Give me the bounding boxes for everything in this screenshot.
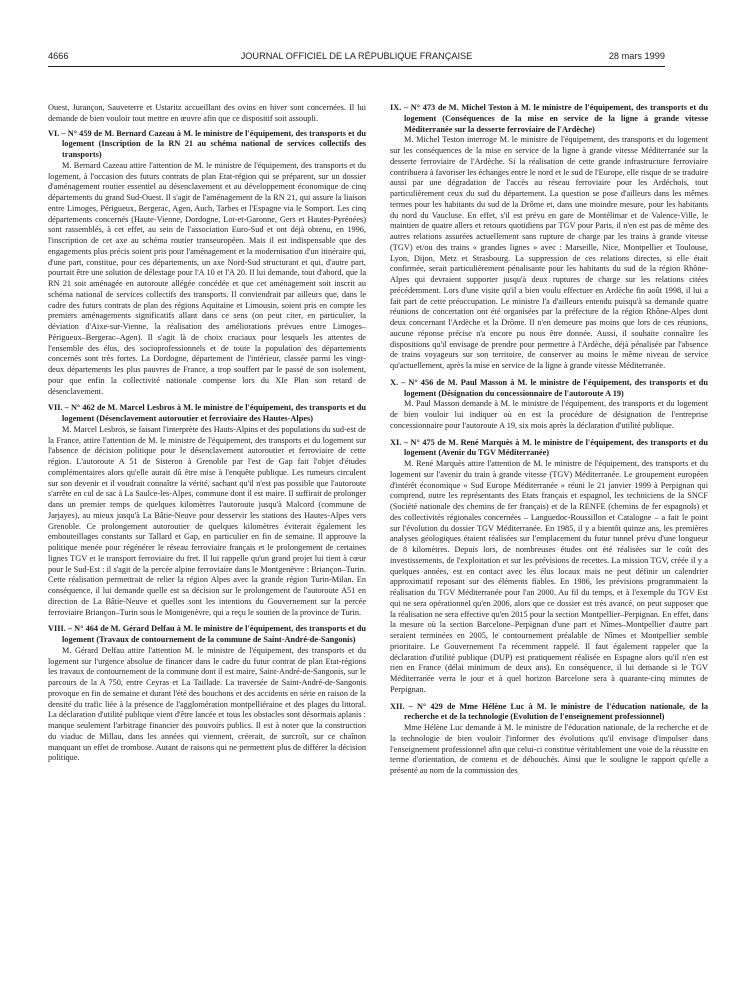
question-ix	[390, 103, 708, 372]
question-xi	[390, 438, 708, 696]
question-heading: IX. – N° 473 de M. Michel Teston à M. le ministre de l'équipement, des transports et du logement (Conséquences de la mise en service de la ligne à grande vitesse Méditerranée sur la desserte ferroviaire de l'Ardèche)	[390, 103, 708, 134]
question-heading: VII. – N° 462 de M. Marcel Lesbros à M. le ministre de l'équipement, des transports et du logement (Désenclavement autoroutier et ferroviaire des Hautes-Alpes)	[48, 403, 366, 423]
journal-title: JOURNAL OFFICIEL DE LA RÉPUBLIQUE FRANÇAISE	[240, 51, 473, 61]
page-header	[48, 51, 665, 65]
intro-paragraph: Ouest, Jurançon, Sauveterre et Ustaritz accueillant des ovins en hiver sont concernées. Il lui demande de bien vouloir tout mettre en œuvre afin que ce dispositif soit assoupli.	[48, 103, 366, 123]
page-number: 4666	[48, 51, 69, 61]
question-heading: XII. – N° 429 de Mme Hélène Luc à M. le ministre de l'éducation nationale, de la recherche et de la technologie (Evolution de l'enseignement professionnel)	[390, 701, 708, 722]
question-heading: VIII. – N° 464 de M. Gérard Delfau à M. le ministre de l'équipement, des transports et du logement (Travaux de contournement de la commune de Saint-André-de-Sangonis)	[48, 624, 366, 644]
question-body: M. Marcel Lesbros, se faisant l'interprète des Hauts-Alpins et des populations du sud-est de la France, attire l'attention de M. le ministre de l'équipement, des transports et du logement sur l'absence de décision politique pour le désenclavement autoroutier et ferroviaire de cette région. L'autoroute A 51 de Sisteron à Grenoble par l'est de Gap fait l'objet d'études complémentaires alors qu'elle aurait dû être mise à l'enquête publique. Les rumeurs circulent sur son devenir et il voudrait connaître la vérité, sachant qu'il n'est pas possible que l'autoroute s'arrête en cul de sac à La Saulce-les-Alpes, commune dont il est maire. Il suffirait de prolonger dans un premier temps de quelques kilomètres l'autoroute jusqu'à Malcord (commune de Jarjayes), au mieux jusqu'à La Bâtie-Neuve pour desservir les stations des Hautes-Alpes vers Grenoble. Ce prolongement autoroutier de quelques kilomètres éviterait également les embouteillages constants sur Tallard et Gap, en particulier en fin de semaine. Il approuve la politique menée pour régénérer le réseau ferroviaire français et le prolongement de certaines lignes TGV et le transport ferroviaire du fret. Il lui rappelle qu'un grand projet lui tient à cœur pour le Sud-Est : il s'agit de la percée alpine ferroviaire dans le Montgenèvre : Briançon–Turin. Cette réalisation permettrait de relier la région Alpes avec la grande région Turin-Milan. En conséquence, il lui demande quelle est sa décision sur le prolongement de l'autoroute A51 en direction de La Bâtie-Neuve et quelles sont les intentions du Gouvernement sur la percée ferroviaire Briançon–Turin sous le Montgenèvre, qui a reçu le soutien de la province de Turin.	[48, 424, 366, 617]
question-vi	[48, 129, 366, 398]
right-column	[390, 103, 708, 779]
question-heading: VI. – N° 459 de M. Bernard Cazeau à M. le ministre de l'équipement, des transports et du logement (Inscription de la RN 21 au schéma national de services collectifs des transports)	[48, 128, 366, 159]
issue-date: 28 mars 1999	[608, 51, 665, 61]
question-body: M. Michel Teston interroge M. le ministre de l'équipement, des transports et du logement sur les conséquences de la mise en service de la ligne à grande vitesse Méditerranée sur la desserte ferroviaire de l'Ardèche. Si la réalisation de cette grande infrastructure ferroviaire contribuera à favoriser les échanges entre le nord et le sud de l'Europe, elle risque de se traduire aussi par une dégradation de l'accès au réseau ferroviaire pour les Ardéchois, tout particulièrement ceux du sud du département. La question se pose d'ailleurs dans les mêmes termes pour les habitants du sud de la Drôme et, dans une moindre mesure, pour les habitants du nord du Vaucluse. En effet, s'il est prévu en gare de Montélimar et de Valence-Ville, le maintien de quatre allers et retours quotidiens par TGV pour Paris, il n'en est pas de même des autres relations assurées actuellement sans rupture de charge par les trains à grande vitesse (TGV) et/ou des trains « grandes lignes » avec : Marseille, Nice, Montpellier et Toulouse, Lyon, Dijon, Metz et Strasbourg. La suppression de ces relations directes, si elle était confirmée, serait particulièrement pénalisante pour les habitants du sud de la région Rhône-Alpes qui devraient supporter jusqu'à deux ruptures de charge sur les relations citées précédemment. Lors d'une visite qu'il a bien voulu effectuer en Ardèche fin août 1998, il lui a fait part de cette préoccupation. Le ministre l'a d'ailleurs entendu puisqu'à sa demande quatre réunions de concertation ont été organisées par la préfecture de la région Rhône-Alpes dont deux concernant l'Ardèche et la Drôme. Il n'en demeure pas moins que lors de ces réunions, aucune réponse précise n'a encore pu nous être donnée. Aussi, il souhaite connaître les dispositions qu'il envisage de prendre pour permettre à l'Ardèche, déjà pénalisée par l'absence de trains voyageurs sur son territoire, de conserver au moins le même niveau de service qu'actuellement, après la mise en service de la ligne à grande vitesse Méditerranée.	[390, 135, 708, 370]
question-body: M. Gérard Delfau attire l'attention M. le ministre de l'équipement, des transports et du logement sur l'urgence absolue de financer dans le cadre du futur contrat de plan Etat-régions les travaux de contournement de la commune dont il est maire, Saint-André-de-Sangonis, sur le parcours de la A 750, entre Ceyras et La Taillade. La traversée de Saint-André-de-Sangonis provoque en fin de semaine et durant l'été des bouchons et des accidents en série en raison de la densité du trafic liée à la présence de l'agglomération montpelliéraine et des plages du littoral. La déclaration d'utilité publique vient d'être lancée et tous les obstacles sont désormais aplanis : manque seulement l'arbitrage financier des pouvoirs publics. Il est à noter que la construction du viaduc de Millau, dans les années qui viennent, créerait, de surcroît, sur ce chaînon manquant un effet de trombose. Autant de raisons qui ne permettent plus de différer la décision politique.	[48, 645, 366, 763]
question-x	[390, 378, 708, 432]
question-body: M. Paul Masson demande à M. le ministre de l'équipement, des transports et du logement de bien vouloir lui indiquer où en est la procédure de désignation de l'entreprise concessionnaire pour l'autoroute A 19, six mois après la déclaration d'utilité publique.	[390, 399, 708, 430]
left-column	[48, 103, 366, 766]
header-rule	[48, 66, 665, 67]
question-heading: X. – N° 456 de M. Paul Masson à M. le ministre de l'équipement, des transports et du logement (Désignation du concessionnaire de l'autoroute A 19)	[390, 377, 708, 398]
question-vii	[48, 403, 366, 618]
question-xii	[390, 702, 708, 777]
question-body: Mme Hélène Luc demande à M. le ministre de l'éducation nationale, de la recherche et de la technologie de bien vouloir l'informer des évolutions qu'il envisage d'impulser dans l'enseignement professionnel afin que celui-ci constitue véritablement une voie de la réussite en terme d'orientation, de contenu et de débouchés. Ainsi que le souligne le rapport qu'elle a présenté au nom de la commission des	[390, 723, 708, 775]
question-heading: XI. – N° 475 de M. René Marquès à M. le ministre de l'équipement, des transports et du logement (Avenir du TGV Méditerranée)	[390, 437, 708, 458]
question-body: M. Bernard Cazeau attire l'attention de M. le ministre de l'équipement, des transports et du logement, à l'occasion des futurs contrats de plan Etat-région qui se préparent, sur un dossier d'aménagement routier essentiel au désenclavement et au développement économique de cinq départements du grand Sud-Ouest. Il s'agit de l'aménagement de la RN 21, qui assure la liaison entre Limoges, Périgueux, Bergerac, Agen, Auch, Tarbes et l'Espagne via le Somport. Les cinq départements concernés (Haute-Vienne, Dordogne, Lot-et-Garonne, Gers et Hautes-Pyrénées) sont rassemblés, à cet effet, au sein de l'association Euro-Sud et ont déjà obtenu, en 1996, l'inscription de cet axe au schéma routier transeuropéen. Mais il est indispensable que des engagements plus précis soient pris pour l'aménagement et la modernisation d'un itinéraire qui, d'une part, constitue, pour ces départements, un axe Nord-Sud structurant et qui, d'autre part, pourrait être une solution de délestage pour l'A 10 et l'A 20. Il lui demande, tout d'abord, que la RN 21 soit aménagée en autoroute allégée concédée et que cet aménagement soit inscrit au schéma national de services collectifs des transports. Il conviendrait par ailleurs que, dans le cadre des futurs contrats de plan des régions Aquitaine et Limousin, soient pris en compte les premiers aménagements significatifs allant dans ce sens (on peut citer, en particulier, la déviation d'Aixe-sur-Vienne, la réalisation des améliorations prévues entre Limoges–Périgueux–Bergerac–Agen). Il s'agit là de choix cruciaux pour lesquels les attentes de l'ensemble des élus, des socioprofessionnels et de toute la population des départements concernés sont très fortes. La Dordogne, département de l'intérieur, classée parmi les vingt-deux départements les plus pauvres de France, a trop souffert par le passé de son isolement, pour que enfin la collectivité nationale compense lors du XIe Plan son retard de désenclavement.	[48, 160, 366, 396]
question-body: M. René Marquès attire l'attention de M. le ministre de l'équipement, des transports et du logement sur l'avenir du train à grande vitesse (TGV) Méditerranée. Le groupement européen d'intérêt économique « Sud Europe Méditerranée » réuni le 21 janvier 1999 à Perpignan qui comprend, outre les représentants des Etats français et espagnol, les techniciens de la SNCF (Société nationale des chemins de fer français) et de la RENFE (chemins de fer espagnols) et des collectivités régionales concernées – Languedoc-Roussillon et Catalogne – a fait le point sur l'évolution du dossier TGV Méditerranée. En 1985, il y a bientôt quinze ans, les premières analyses géologiques étaient réalisées sur l'emplacement du futur tunnel prévu d'une longueur de 8 kilomètres. Depuis lors, de nombreuses études ont été réalisées sur le coût des investissements, de l'exploitation et sur les prévisions de recettes. La mission TGV, créée il y a quelques années, est en contact avec les élus locaux mais ne peut définir un calendrier approximatif reposant sur des éléments fiables. En 1986, les prévisions programmaient la réalisation du TGV Méditerranée pour l'an 2000. Au fil du temps, et à l'exemple du TGV Est qui ne sera opérationnel qu'en 2006, alors que ce dossier est très avancé, on peut supposer que la réalisation ne sera effective qu'en 2015 pour la section Montpellier–Perpignan. En effet, dans la mesure où la section Barcelone–Perpignan d'une part et Nîmes–Montpellier d'autre part seraient terminées en 2005, le contournement préalable de Nîmes et Montpellier semble prioritaire. Le Gouvernement l'a récemment rappelé. Il faut également rappeler que la déclaration d'utilité publique (DUP) est pratiquement réalisée en Espagne alors qu'il n'en est rien en France (délai minimum de deux ans). En conséquence, il lui demande si le TGV Méditerranée verra le jour et à quel horizon Barcelone sera à quarante-cinq minutes de Perpignan.	[390, 459, 708, 694]
question-viii	[48, 624, 366, 764]
